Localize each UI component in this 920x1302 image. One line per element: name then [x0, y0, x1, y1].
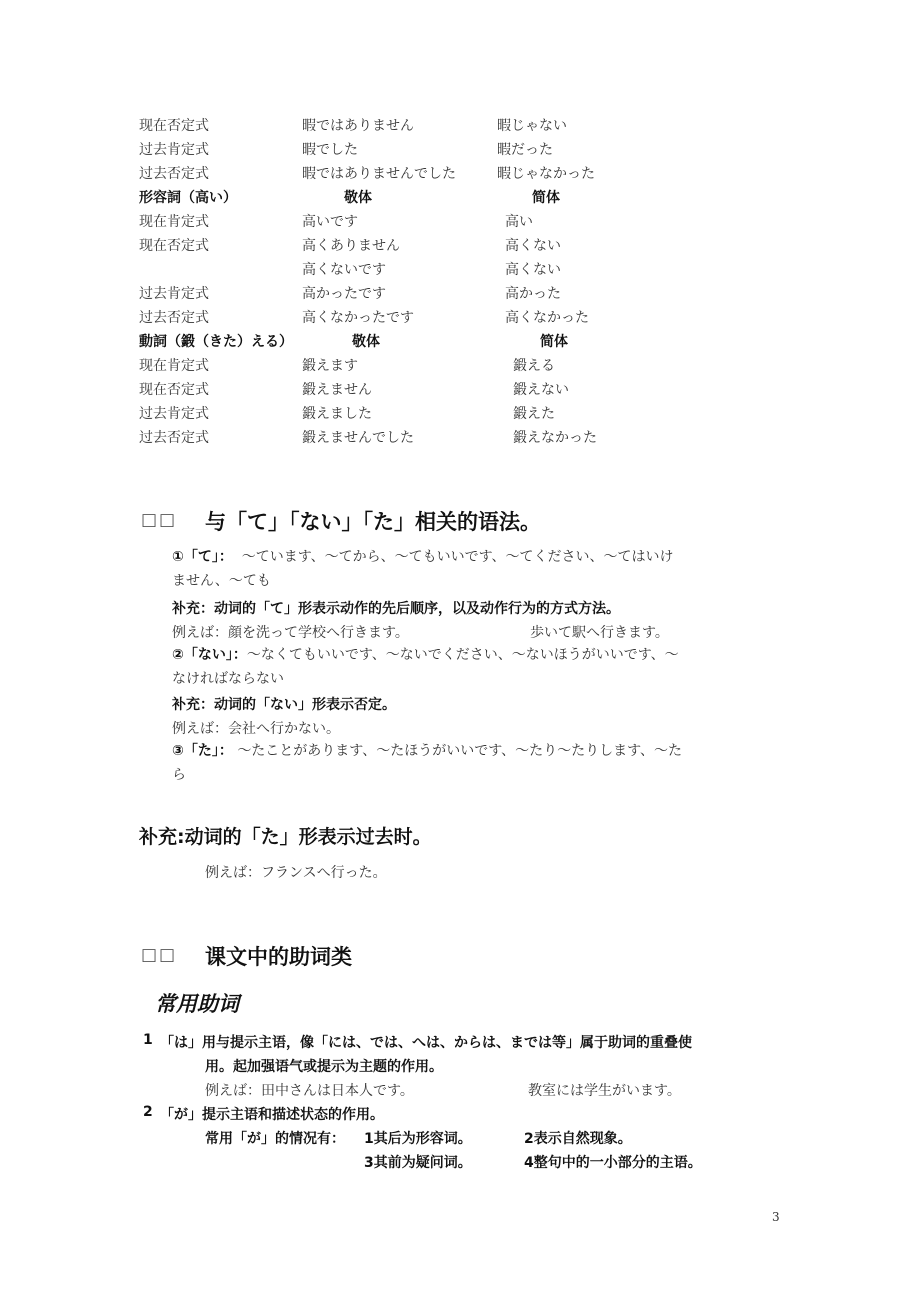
table-cell: 高い	[505, 214, 533, 230]
item2-usage-4: 4整句中的一小部分的主语。	[524, 1155, 702, 1171]
table-cell: 鍛えませんでした	[302, 430, 414, 446]
table-cell: 高くなかった	[505, 310, 589, 326]
table-cell: 暇ではありませんでした	[302, 166, 456, 182]
table-cell: 过去否定式	[139, 166, 209, 182]
ta-label: ③「た」：	[172, 743, 233, 759]
nai-text: 〜なくてもいいです、〜ないでください、〜ないほうがいいです、〜	[246, 647, 679, 663]
table-cell: 鍛えない	[513, 382, 569, 398]
item-number: 2	[143, 1104, 153, 1120]
item1-example-2: 教室には学生がいます。	[528, 1083, 681, 1099]
table-cell: 鍛えません	[302, 382, 372, 398]
table-cell: 鍛える	[513, 358, 555, 374]
te-text: 〜ています、〜てから、〜てもいいです、〜てください、〜てはいけ	[241, 549, 674, 565]
table-cell: 过去肯定式	[139, 286, 209, 302]
ta-text-cont: ら	[172, 767, 186, 783]
ta-supplement: 补充:动词的「た」形表示过去时。	[139, 826, 432, 848]
item1-text: 「は」用与提示主语，像「には、では、へは、からは、までは等」属于助词的重叠使	[160, 1035, 692, 1051]
nai-text-cont: なければならない	[172, 671, 284, 687]
section-marker: □□	[141, 945, 178, 965]
table-cell: 鍛えました	[302, 406, 372, 422]
table-cell: 现在否定式	[139, 118, 209, 134]
item2-usage-3: 3其前为疑问词。	[364, 1155, 472, 1171]
table-cell: 过去否定式	[139, 430, 209, 446]
table-cell: 现在否定式	[139, 238, 209, 254]
section-title: 与「て」「ない」「た」相关的语法。	[205, 510, 541, 534]
item-number: 1	[143, 1032, 153, 1048]
te-text-cont: ません、〜ても	[172, 573, 271, 589]
te-supplement: 补充：动词的「て」形表示动作的先后顺序，以及动作行为的方式方法。	[172, 601, 620, 617]
table-cell: 过去肯定式	[139, 142, 209, 158]
table-cell: 鍛えた	[513, 406, 555, 422]
table-cell: 过去否定式	[139, 310, 209, 326]
table-cell: 鍛えなかった	[513, 430, 597, 446]
table-cell: 暇じゃない	[497, 118, 567, 134]
table-cell: 高かった	[505, 286, 561, 302]
ta-example: 例えば：フランスへ行った。	[205, 865, 387, 881]
section-marker: □□	[141, 510, 178, 530]
item1-example-1: 例えば：田中さんは日本人です。	[205, 1083, 414, 1099]
te-example-2: 歩いて駅へ行きます。	[530, 625, 669, 641]
page-number: 3	[772, 1210, 780, 1224]
table-cell: 暇ではありません	[302, 118, 414, 134]
table-header: 敬体	[344, 190, 372, 206]
item2-usage-2: 2表示自然现象。	[524, 1131, 632, 1147]
table-cell: 高くなかったです	[302, 310, 414, 326]
nai-label: ②「ない」：	[172, 647, 247, 663]
nai-supplement: 补充：动词的「ない」形表示否定。	[172, 697, 396, 713]
item2-text: 「が」提示主语和描述状态的作用。	[160, 1107, 384, 1123]
table-cell: 鍛えます	[302, 358, 358, 374]
table-cell: 高くありません	[302, 238, 400, 254]
table-header: 敬体	[352, 334, 380, 350]
te-paragraph	[172, 545, 674, 593]
item1-text-cont: 用。起加强语气或提示为主题的作用。	[205, 1059, 443, 1075]
nai-example: 例えば：会社へ行かない。	[172, 721, 340, 737]
table-cell: 高くないです	[302, 262, 386, 278]
ta-paragraph	[172, 739, 682, 787]
item2-usage-label: 常用「が」的情况有：	[205, 1131, 345, 1147]
table-cell: 现在肯定式	[139, 358, 209, 374]
table-cell: 现在肯定式	[139, 214, 209, 230]
table-cell: 高かったです	[302, 286, 386, 302]
table-header: 動詞（鍛（きた）える）	[139, 334, 293, 350]
te-label: ①「て」：	[172, 549, 233, 565]
table-cell: 过去肯定式	[139, 406, 209, 422]
table-cell: 高くない	[505, 238, 561, 254]
ta-text: 〜たことがあります、〜たほうがいいです、〜たり〜たりします、〜た	[237, 743, 682, 759]
section-title: 课文中的助词类	[205, 945, 352, 969]
item2-usage-1: 1其后为形容词。	[364, 1131, 472, 1147]
table-header: 形容詞（高い）	[139, 190, 237, 206]
te-example-1: 例えば：顔を洗って学校へ行きます。	[172, 625, 409, 641]
table-cell: 暇じゃなかった	[497, 166, 595, 182]
table-cell: 暇でした	[302, 142, 358, 158]
table-cell: 现在否定式	[139, 382, 209, 398]
table-cell: 暇だった	[497, 142, 553, 158]
table-header: 简体	[532, 190, 560, 206]
nai-paragraph	[172, 643, 679, 691]
table-header: 简体	[540, 334, 568, 350]
section-subtitle: 常用助词	[155, 992, 239, 1016]
table-cell: 高くない	[505, 262, 561, 278]
table-cell: 高いです	[302, 214, 358, 230]
